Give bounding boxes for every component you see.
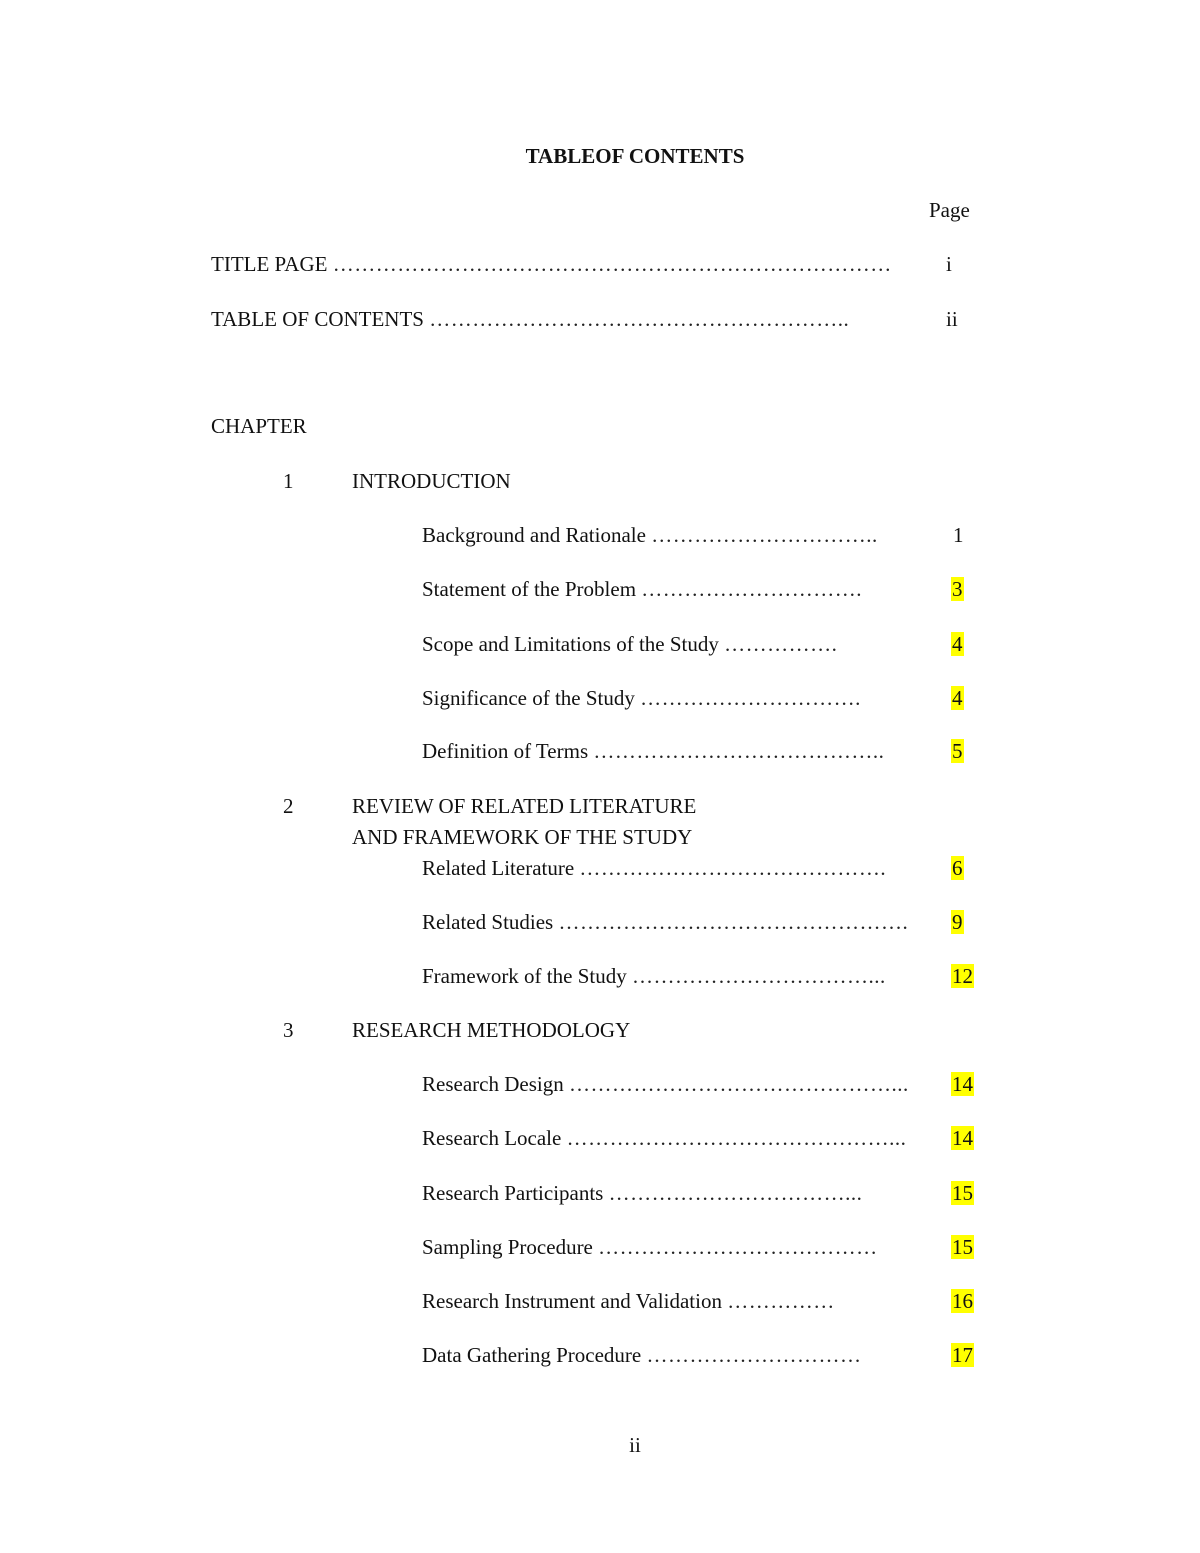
chapter-heading: CHAPTER bbox=[211, 414, 307, 438]
leader-dots: …………………………………………. bbox=[558, 910, 909, 934]
chapter-number: 2 bbox=[283, 794, 294, 818]
toc-entry-label: TABLE OF CONTENTS bbox=[211, 307, 424, 331]
toc-entry-label: Sampling Procedure bbox=[422, 1235, 593, 1259]
leader-dots: …………………………. bbox=[641, 577, 863, 601]
leader-dots: ……………. bbox=[724, 632, 838, 656]
toc-entry-label: Definition of Terms bbox=[422, 739, 589, 763]
toc-entry-label: TITLE PAGE bbox=[211, 252, 328, 276]
toc-entry-label: Related Studies bbox=[422, 910, 554, 934]
toc-entry-page-number-highlighted: 6 bbox=[952, 856, 963, 880]
toc-entry[interactable] bbox=[422, 1071, 909, 1097]
toc-entry[interactable] bbox=[422, 1180, 862, 1206]
toc-entry-label: Background and Rationale bbox=[422, 523, 646, 547]
chapter-title-line-2[interactable]: AND FRAMEWORK OF THE STUDY bbox=[352, 825, 693, 849]
chapter-title[interactable]: INTRODUCTION bbox=[352, 469, 511, 493]
toc-entry-label: Significance of the Study bbox=[422, 686, 635, 710]
leader-dots: ……………………………... bbox=[608, 1181, 863, 1205]
leader-dots: ………………………….. bbox=[651, 523, 878, 547]
toc-entry[interactable] bbox=[422, 522, 878, 548]
toc-entry-page-number-highlighted: 4 bbox=[952, 632, 963, 656]
leader-dots: ………………………………… bbox=[598, 1235, 878, 1259]
chapter-number: 1 bbox=[283, 469, 294, 493]
leader-dots: ………………………………………………….. bbox=[429, 307, 850, 331]
toc-entry-label: Research Design bbox=[422, 1072, 564, 1096]
toc-entry[interactable] bbox=[422, 631, 837, 657]
toc-entry-label: Related Literature bbox=[422, 856, 575, 880]
toc-entry[interactable] bbox=[422, 1234, 878, 1260]
toc-entry[interactable] bbox=[422, 1125, 906, 1151]
toc-entry[interactable] bbox=[422, 576, 862, 602]
leader-dots: ………………………………………... bbox=[566, 1126, 907, 1150]
toc-entry-label: Scope and Limitations of the Study bbox=[422, 632, 719, 656]
toc-entry-page-number-highlighted: 17 bbox=[952, 1343, 973, 1367]
toc-entry-title-page[interactable] bbox=[211, 251, 892, 277]
toc-entry-label: Research Instrument and Validation bbox=[422, 1289, 722, 1313]
toc-entry-label: Data Gathering Procedure bbox=[422, 1343, 642, 1367]
toc-entry[interactable] bbox=[422, 1288, 835, 1314]
toc-entry-page-number-highlighted: 15 bbox=[952, 1235, 973, 1259]
chapter-title[interactable]: REVIEW OF RELATED LITERATURE bbox=[352, 794, 697, 818]
leader-dots: ……………………………... bbox=[631, 964, 886, 988]
toc-entry[interactable] bbox=[422, 855, 886, 881]
toc-entry-page-number-highlighted: 12 bbox=[952, 964, 973, 988]
toc-entry[interactable] bbox=[422, 1342, 862, 1368]
leader-dots: ………………………………………... bbox=[568, 1072, 909, 1096]
toc-entry-page-number-highlighted: 15 bbox=[952, 1181, 973, 1205]
toc-entry-page-number-highlighted: 14 bbox=[952, 1072, 973, 1096]
chapter-title[interactable]: RESEARCH METHODOLOGY bbox=[352, 1018, 631, 1042]
leader-dots: …………… bbox=[727, 1289, 835, 1313]
toc-entry-page-number-highlighted: 4 bbox=[952, 686, 963, 710]
toc-entry-label: Research Locale bbox=[422, 1126, 562, 1150]
toc-entry-table-of-contents[interactable] bbox=[211, 306, 849, 332]
toc-entry-label: Statement of the Problem bbox=[422, 577, 637, 601]
page-column-header: Page bbox=[929, 198, 970, 222]
chapter-number: 3 bbox=[283, 1018, 294, 1042]
toc-entry-page-number: i bbox=[946, 252, 952, 276]
toc-entry[interactable] bbox=[422, 738, 884, 764]
toc-entry-page-number-highlighted: 14 bbox=[952, 1126, 973, 1150]
toc-entry-page-number: 1 bbox=[953, 523, 964, 547]
leader-dots: …………………………. bbox=[640, 686, 861, 710]
leader-dots: ……………………………………. bbox=[579, 856, 887, 880]
leader-dots: ………………………………….. bbox=[593, 739, 885, 763]
toc-entry[interactable] bbox=[422, 909, 908, 935]
toc-entry[interactable] bbox=[422, 685, 861, 711]
toc-entry-label: Framework of the Study bbox=[422, 964, 627, 988]
toc-entry[interactable] bbox=[422, 963, 886, 989]
leader-dots: …………………………………………………………………… bbox=[332, 252, 892, 276]
toc-entry-label: Research Participants bbox=[422, 1181, 604, 1205]
toc-entry-page-number-highlighted: 5 bbox=[952, 739, 963, 763]
leader-dots: ………………………… bbox=[646, 1343, 862, 1367]
toc-entry-page-number-highlighted: 3 bbox=[952, 577, 963, 601]
toc-entry-page-number-highlighted: 16 bbox=[952, 1289, 973, 1313]
page-title: TABLEOF CONTENTS bbox=[525, 144, 745, 168]
toc-entry-page-number: ii bbox=[946, 307, 958, 331]
toc-entry-page-number-highlighted: 9 bbox=[952, 910, 963, 934]
footer-page-number: ii bbox=[629, 1433, 641, 1457]
